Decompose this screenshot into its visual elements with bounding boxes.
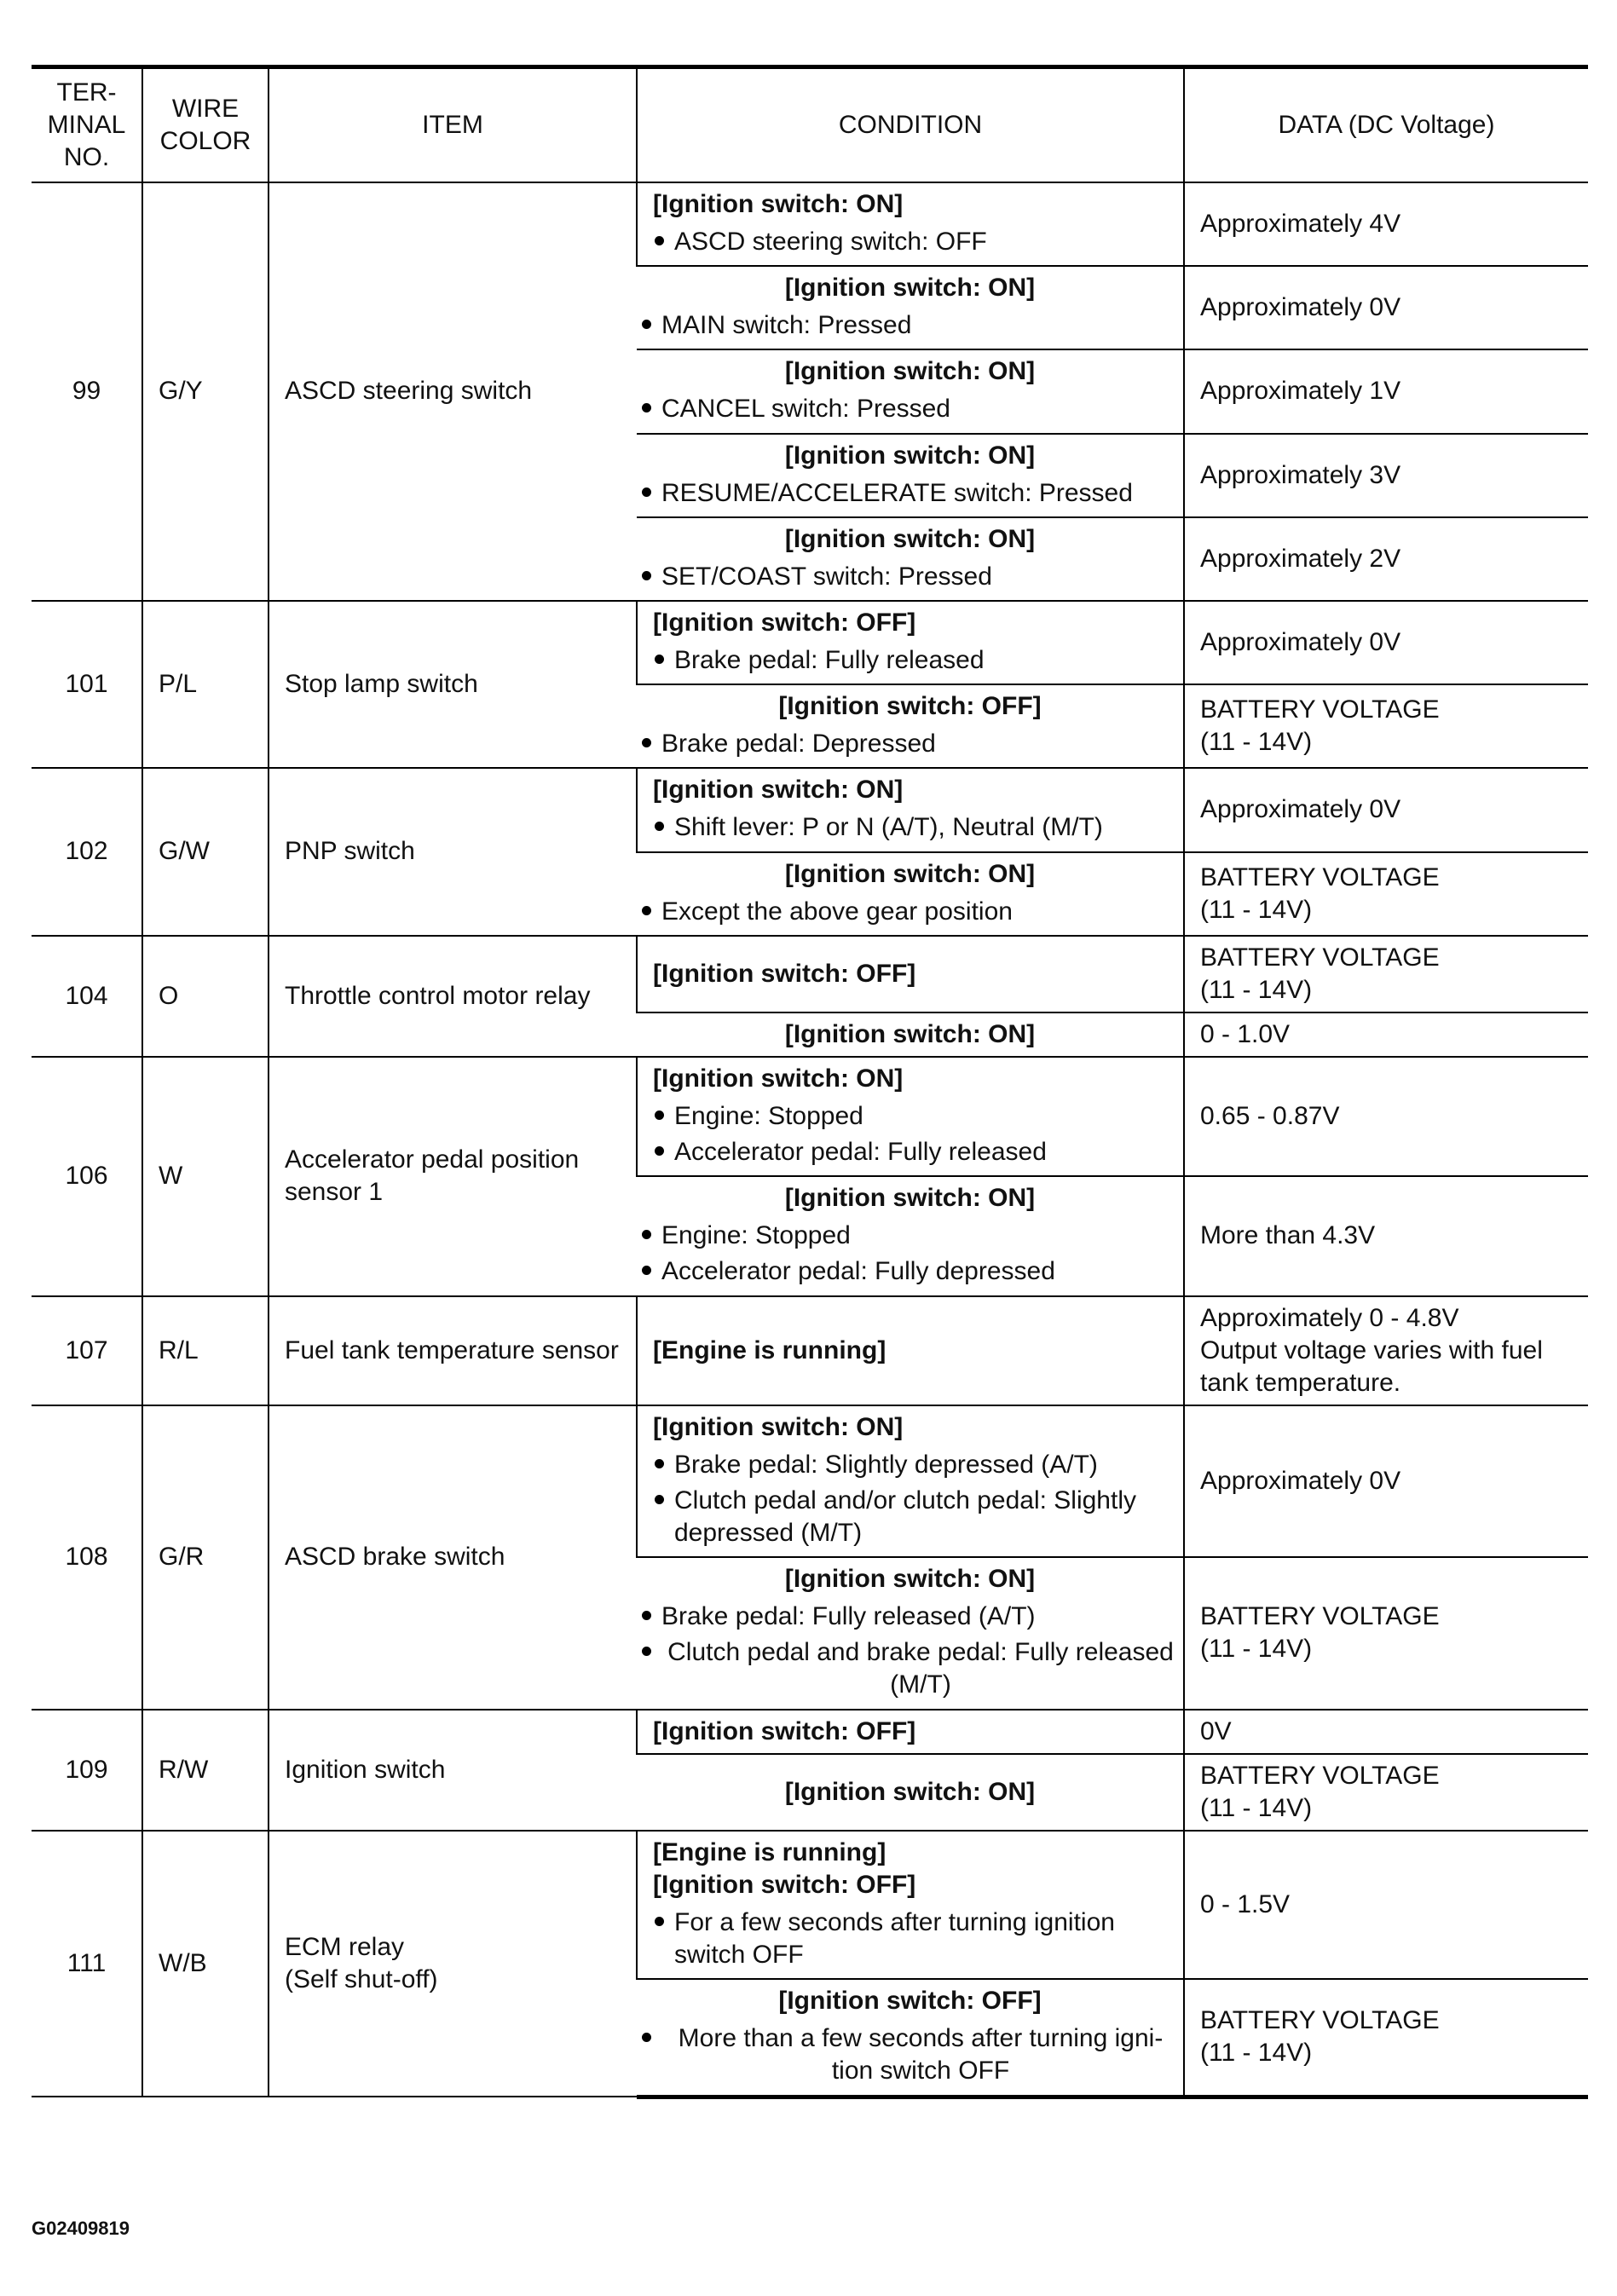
data-voltage-line: (11 - 14V) [1200, 895, 1313, 924]
condition-bullet [653, 644, 1168, 677]
bullet-dot-icon [655, 1917, 664, 1926]
bullet-dot-icon [642, 1647, 651, 1656]
bullet-dot-icon [642, 487, 651, 497]
figure-code: G02409819 [32, 2218, 130, 2239]
wire-color-cell: G/W [142, 768, 269, 935]
terminal-no-cell: 99 [32, 182, 142, 601]
data-voltage-line: (11 - 14V) [1200, 975, 1313, 1004]
condition-bullet [653, 1449, 1168, 1481]
table-row [32, 1710, 1588, 1754]
data-voltage-cell [1184, 936, 1588, 1012]
condition-bullet [653, 1907, 1168, 1971]
wire-color-cell: O [142, 936, 269, 1057]
condition-cell [637, 1557, 1184, 1709]
condition-bullet-text: MAIN switch: Pressed [661, 311, 912, 340]
data-voltage-cell [1184, 1012, 1588, 1057]
condition-bullet-list [640, 896, 1180, 928]
bullet-dot-icon [655, 1495, 664, 1504]
condition-heading: [Ignition switch: ON] [784, 357, 1036, 386]
item-cell: ASCD brake switch [269, 1405, 637, 1710]
condition-cell [637, 684, 1184, 768]
table-body [32, 182, 1588, 2097]
bullet-dot-icon [642, 2033, 651, 2042]
condition-cell [637, 1710, 1184, 1754]
condition-bullet-list [653, 226, 1168, 258]
condition-cell [637, 1979, 1184, 2097]
condition-bullet-text: Brake pedal: Slightly depressed (A/T) [674, 1450, 1098, 1479]
data-voltage-cell [1184, 768, 1588, 851]
data-voltage-line: 0 - 1.0V [1200, 1019, 1291, 1048]
data-voltage-line: BATTERY VOLTAGE [1200, 862, 1440, 891]
data-voltage-line: Approximately 2V [1200, 544, 1401, 573]
condition-heading: [Ignition switch: OFF] [778, 692, 1042, 721]
condition-cell [637, 852, 1184, 936]
bullet-dot-icon [655, 822, 664, 831]
condition-bullet-list [640, 1220, 1180, 1288]
condition-bullet [653, 811, 1168, 844]
data-voltage-cell [1184, 601, 1588, 684]
condition-bullet [640, 2022, 1180, 2087]
table-row [32, 182, 1588, 266]
condition-heading: [Ignition switch: OFF] [653, 959, 916, 988]
data-voltage-line: BATTERY VOLTAGE [1200, 943, 1440, 972]
item-cell: Fuel tank temperature sensor [269, 1296, 637, 1405]
condition-bullet [640, 1255, 1180, 1288]
terminal-no-cell: 102 [32, 768, 142, 935]
condition-bullet [640, 477, 1180, 510]
condition-bullet-list [640, 477, 1180, 510]
condition-bullet [640, 1636, 1180, 1701]
condition-cell [637, 768, 1184, 851]
item-cell: ASCD steering switch [269, 182, 637, 601]
item-cell: Stop lamp switch [269, 601, 637, 768]
condition-bullet-list [640, 2022, 1180, 2087]
terminal-no-cell: 107 [32, 1296, 142, 1405]
condition-bullet-text: Engine: Stopped [674, 1102, 863, 1131]
data-voltage-cell [1184, 1754, 1588, 1831]
condition-cell [637, 1057, 1184, 1176]
bullet-dot-icon [642, 320, 651, 329]
terminal-no-cell: 104 [32, 936, 142, 1057]
table-header [32, 67, 1588, 183]
data-voltage-line: Approximately 4V [1200, 210, 1401, 239]
condition-bullet-list [653, 644, 1168, 677]
data-voltage-line: (11 - 14V) [1200, 1635, 1313, 1664]
item-cell: PNP switch [269, 768, 637, 935]
item-cell: Throttle control motor relay [269, 936, 637, 1057]
condition-cell [637, 1176, 1184, 1295]
condition-bullet-text: ASCD steering switch: OFF [674, 228, 987, 257]
condition-bullet-list [640, 309, 1180, 342]
table-row [32, 1296, 1588, 1405]
data-voltage-cell [1184, 684, 1588, 768]
data-voltage-line: Approximately 0V [1200, 627, 1401, 656]
condition-heading: [Ignition switch: ON] [784, 524, 1036, 553]
condition-heading: [Ignition switch: ON] [653, 1412, 904, 1441]
condition-bullet-list [640, 393, 1180, 425]
terminal-no-cell: 106 [32, 1057, 142, 1296]
condition-heading: [Ignition switch: ON] [784, 441, 1036, 470]
condition-bullet-text: Brake pedal: Fully released [674, 646, 985, 675]
wire-color-cell: G/R [142, 1405, 269, 1710]
condition-heading: [Ignition switch: OFF] [778, 1987, 1042, 2016]
condition-heading: [Ignition switch: ON] [784, 1565, 1036, 1594]
data-voltage-line: Approximately 1V [1200, 377, 1401, 406]
data-voltage-cell [1184, 182, 1588, 266]
condition-bullet-text: Brake pedal: Fully released (A/T) [661, 1602, 1036, 1631]
table-row [32, 1831, 1588, 1979]
item-cell: ECM relay (Self shut-off) [269, 1831, 637, 2097]
condition-bullet-list [640, 561, 1180, 593]
wire-color-cell: W [142, 1057, 269, 1296]
condition-bullet-text: Shift lever: P or N (A/T), Neutral (M/T) [674, 813, 1103, 842]
data-voltage-cell [1184, 1176, 1588, 1295]
condition-bullet [640, 1601, 1180, 1633]
data-voltage-line: Approximately 3V [1200, 460, 1401, 489]
condition-cell [637, 266, 1184, 349]
condition-bullet [653, 1136, 1168, 1168]
condition-bullet [640, 728, 1180, 760]
header-terminal-no: TER- MINAL NO. [32, 67, 142, 183]
header-wire-color: WIRE COLOR [142, 67, 269, 183]
condition-bullet [640, 393, 1180, 425]
condition-heading: [Ignition switch: ON] [784, 1019, 1036, 1048]
bullet-dot-icon [655, 1111, 664, 1120]
condition-heading: [Ignition switch: ON] [653, 190, 904, 218]
bullet-dot-icon [642, 571, 651, 580]
wire-color-cell: G/Y [142, 182, 269, 601]
data-voltage-line: 0 - 1.5V [1200, 1889, 1291, 1918]
condition-bullet-list [640, 728, 1180, 760]
wire-color-cell: R/W [142, 1710, 269, 1831]
condition-bullet-text: Except the above gear position [661, 897, 1013, 926]
data-voltage-cell [1184, 434, 1588, 517]
bullet-dot-icon [642, 738, 651, 747]
bullet-dot-icon [655, 1146, 664, 1156]
condition-heading: [Ignition switch: ON] [784, 859, 1036, 888]
condition-heading: [Engine is running] [653, 1335, 886, 1364]
wire-color-cell: R/L [142, 1296, 269, 1405]
condition-heading: [Ignition switch: OFF] [653, 1870, 916, 1899]
data-voltage-line: Approximately 0V [1200, 795, 1401, 824]
condition-cell [637, 517, 1184, 601]
data-voltage-cell [1184, 1557, 1588, 1709]
condition-bullet [640, 1220, 1180, 1252]
condition-cell [637, 1405, 1184, 1557]
condition-bullet-text: Brake pedal: Depressed [661, 730, 936, 759]
condition-bullet-text: Accelerator pedal: Fully released [674, 1138, 1047, 1167]
condition-heading: [Ignition switch: ON] [653, 776, 904, 805]
bullet-dot-icon [642, 1266, 651, 1275]
data-voltage-cell [1184, 852, 1588, 936]
terminal-no-cell: 109 [32, 1710, 142, 1831]
condition-bullet-text: SET/COAST switch: Pressed [661, 562, 992, 591]
data-voltage-line: 0V [1200, 1716, 1232, 1745]
condition-bullet [653, 226, 1168, 258]
bullet-dot-icon [655, 655, 664, 664]
data-voltage-line: BATTERY VOLTAGE [1200, 1761, 1440, 1790]
data-voltage-cell [1184, 1710, 1588, 1754]
bullet-dot-icon [655, 1459, 664, 1468]
data-voltage-line: 0.65 - 0.87V [1200, 1102, 1340, 1131]
data-voltage-cell [1184, 1979, 1588, 2097]
wire-color-cell: W/B [142, 1831, 269, 2097]
condition-bullet-text: RESUME/ACCELERATE switch: Pressed [661, 478, 1133, 507]
condition-cell [637, 936, 1184, 1012]
data-voltage-line: (11 - 14V) [1200, 1793, 1313, 1822]
bullet-dot-icon [642, 403, 651, 412]
data-voltage-line: tank temperature. [1200, 1368, 1401, 1397]
data-voltage-cell [1184, 517, 1588, 601]
condition-bullet-text: For a few seconds after turning ignition switch OFF [674, 1908, 1115, 1970]
condition-bullet-list [653, 811, 1168, 844]
data-voltage-line: (11 - 14V) [1200, 2039, 1313, 2068]
condition-heading: [Ignition switch: ON] [653, 1064, 904, 1093]
condition-heading: [Engine is running] [653, 1837, 886, 1866]
bullet-dot-icon [655, 236, 664, 245]
table-row [32, 936, 1588, 1012]
data-voltage-line: Output voltage varies with fuel [1200, 1335, 1543, 1364]
condition-bullet-text: Engine: Stopped [661, 1221, 851, 1250]
condition-cell [637, 1831, 1184, 1979]
condition-bullet-text: Clutch pedal and/or clutch pedal: Slightly depressed (M/T) [674, 1486, 1136, 1548]
condition-cell [637, 349, 1184, 433]
condition-heading: [Ignition switch: ON] [784, 1777, 1036, 1806]
data-voltage-line: BATTERY VOLTAGE [1200, 695, 1440, 724]
condition-heading: [Ignition switch: OFF] [653, 608, 916, 637]
terminal-no-cell: 101 [32, 601, 142, 768]
condition-cell [637, 182, 1184, 266]
data-voltage-cell [1184, 1057, 1588, 1176]
data-voltage-cell [1184, 1296, 1588, 1405]
condition-bullet [640, 561, 1180, 593]
condition-bullet-list [653, 1907, 1168, 1971]
condition-bullet-text: CANCEL switch: Pressed [661, 395, 950, 424]
bullet-dot-icon [642, 1611, 651, 1620]
bullet-dot-icon [642, 906, 651, 915]
header-data: DATA (DC Voltage) [1184, 67, 1588, 183]
data-voltage-line: (11 - 14V) [1200, 728, 1313, 757]
condition-bullet-list [640, 1601, 1180, 1701]
condition-bullet [640, 309, 1180, 342]
condition-bullet-text: Accelerator pedal: Fully depressed [661, 1257, 1055, 1286]
data-voltage-cell [1184, 1831, 1588, 1979]
data-voltage-cell [1184, 266, 1588, 349]
item-cell: Ignition switch [269, 1710, 637, 1831]
terminal-data-table [32, 65, 1588, 2099]
condition-cell [637, 434, 1184, 517]
condition-heading: [Ignition switch: OFF] [653, 1716, 916, 1745]
data-voltage-line: Approximately 0V [1200, 293, 1401, 322]
data-voltage-line: More than 4.3V [1200, 1221, 1376, 1250]
data-voltage-line: BATTERY VOLTAGE [1200, 1602, 1440, 1631]
data-voltage-line: BATTERY VOLTAGE [1200, 2006, 1440, 2035]
data-voltage-cell [1184, 349, 1588, 433]
table-row [32, 601, 1588, 684]
condition-cell [637, 1296, 1184, 1405]
terminal-no-cell: 108 [32, 1405, 142, 1710]
data-voltage-line: Approximately 0V [1200, 1466, 1401, 1495]
condition-bullet [653, 1485, 1168, 1549]
header-item: ITEM [269, 67, 637, 183]
condition-bullet [653, 1100, 1168, 1133]
data-voltage-cell [1184, 1405, 1588, 1557]
condition-cell [637, 1754, 1184, 1831]
wire-color-cell: P/L [142, 601, 269, 768]
condition-bullet-text: More than a few seconds after turning igni-tion switch OFF [678, 2024, 1164, 2085]
condition-bullet [640, 896, 1180, 928]
item-cell: Accelerator pedal position sensor 1 [269, 1057, 637, 1296]
data-voltage-line: Approximately 0 - 4.8V [1200, 1303, 1459, 1332]
condition-cell [637, 601, 1184, 684]
bullet-dot-icon [642, 1230, 651, 1239]
condition-bullet-list [653, 1449, 1168, 1549]
condition-bullet-list [653, 1100, 1168, 1168]
condition-cell [637, 1012, 1184, 1057]
table-row [32, 1057, 1588, 1176]
header-condition: CONDITION [637, 67, 1184, 183]
terminal-no-cell: 111 [32, 1831, 142, 2097]
condition-bullet-text: Clutch pedal and brake pedal: Fully released (M/T) [667, 1638, 1174, 1699]
condition-heading: [Ignition switch: ON] [784, 274, 1036, 303]
table-row [32, 768, 1588, 851]
table-row [32, 1405, 1588, 1557]
condition-heading: [Ignition switch: ON] [784, 1184, 1036, 1213]
